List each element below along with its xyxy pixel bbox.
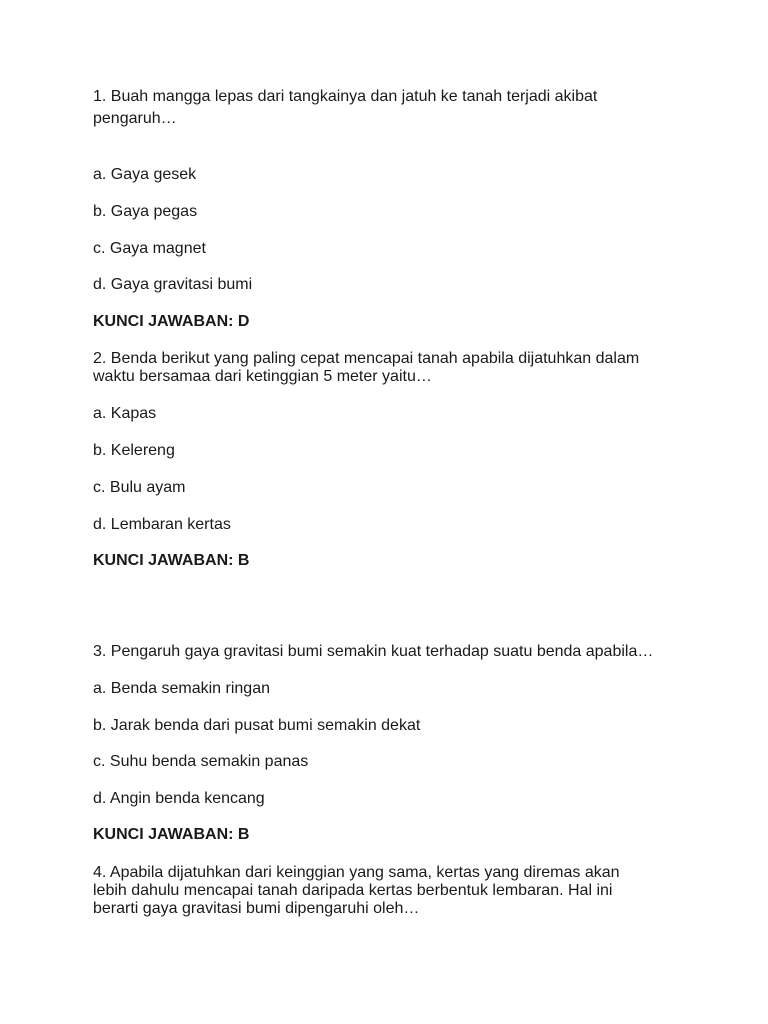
question-2-text-line-2: waktu bersamaa dari ketinggian 5 meter yaitu… (93, 368, 432, 385)
question-2-option-b: b. Kelereng (93, 442, 175, 459)
question-1-option-c: c. Gaya magnet (93, 240, 206, 257)
question-1-option-b: b. Gaya pegas (93, 203, 198, 220)
question-3-option-b: b. Jarak benda dari pusat bumi semakin dekat (93, 717, 421, 734)
question-1-option-a: a. Gaya gesek (93, 166, 197, 183)
question-3-text-line-1: 3. Pengaruh gaya gravitasi bumi semakin kuat terhadap suatu benda apabila… (93, 643, 654, 660)
question-3-answer-key: KUNCI JAWABAN: B (93, 826, 250, 843)
question-2-option-d: d. Lembaran kertas (93, 516, 231, 533)
question-4-text-line-2: lebih dahulu mencapai tanah daripada kertas berbentuk lembaran. Hal ini (93, 882, 613, 899)
question-3-option-c: c. Suhu benda semakin panas (93, 753, 309, 770)
question-2-option-c: c. Bulu ayam (93, 479, 186, 496)
question-1-option-d: d. Gaya gravitasi bumi (93, 276, 253, 293)
question-1-text-line-1: 1. Buah mangga lepas dari tangkainya dan jatuh ke tanah terjadi akibat (93, 88, 598, 105)
question-3-option-a: a. Benda semakin ringan (93, 680, 270, 697)
question-2-text-line-1: 2. Benda berikut yang paling cepat mencapai tanah apabila dijatuhkan dalam (93, 350, 640, 367)
question-4-text-line-3: berarti gaya gravitasi bumi dipengaruhi oleh… (93, 900, 420, 917)
question-3-option-d: d. Angin benda kencang (93, 790, 265, 807)
question-1-text-line-2: pengaruh… (93, 110, 177, 127)
question-2-answer-key: KUNCI JAWABAN: B (93, 552, 250, 569)
question-2-option-a: a. Kapas (93, 405, 157, 422)
question-4-text-line-1: 4. Apabila dijatuhkan dari keinggian yang sama, kertas yang diremas akan (93, 864, 620, 881)
question-1-answer-key: KUNCI JAWABAN: D (93, 313, 250, 330)
